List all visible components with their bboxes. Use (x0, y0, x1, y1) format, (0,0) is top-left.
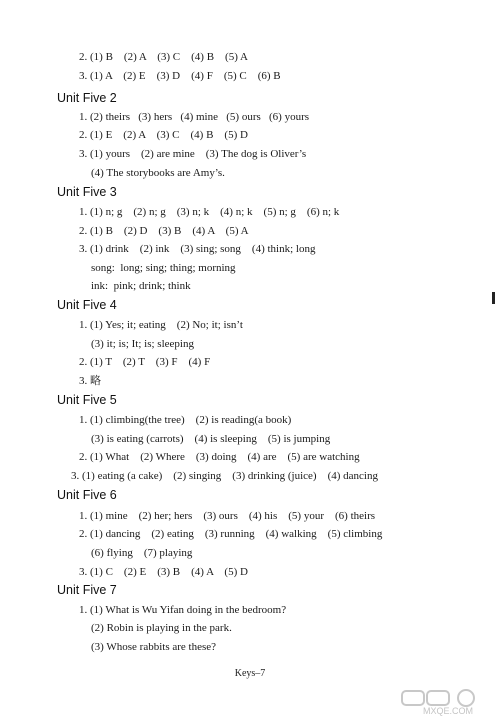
unit-heading: Unit Five 2 (57, 91, 117, 105)
unit-heading: Unit Five 7 (57, 583, 117, 597)
watermark-logo (400, 688, 496, 716)
scan-edge-mark (492, 292, 495, 304)
answer-line: (4) The storybooks are Amy’s. (91, 167, 225, 179)
answer-line: (3) is eating (carrots) (4) is sleeping (5) is jumping (91, 433, 331, 445)
answer-line: (3) Whose rabbits are these? (91, 641, 217, 653)
answer-line: (6) flying (7) playing (91, 547, 193, 559)
answer-line: 1. (1) climbing(the tree) (2) is reading(a book) (79, 414, 292, 426)
answer-line: ink: pink; drink; think (91, 280, 191, 292)
answer-line: 2. (1) T (2) T (3) F (4) F (79, 356, 211, 368)
answer-line: 3. (1) yours (2) are mine (3) The dog is Oliver’s (79, 148, 307, 160)
unit-heading: Unit Five 6 (57, 488, 117, 502)
answer-line: 3. 略 (79, 375, 101, 387)
answer-line: 1. (1) Yes; it; eating (2) No; it; isn’t (79, 319, 243, 331)
unit-heading: Unit Five 3 (57, 185, 117, 199)
page-footer: Keys–7 (234, 668, 266, 679)
answer-line: 2. (1) What (2) Where (3) doing (4) are (5) are watching (79, 451, 360, 463)
answer-line: 2. (1) dancing (2) eating (3) running (4) walking (5) climbing (79, 528, 383, 540)
unit-heading: Unit Five 5 (57, 393, 117, 407)
answer-line: song: long; sing; thing; morning (91, 262, 236, 274)
answer-line: 3. (1) C (2) E (3) B (4) A (5) D (79, 566, 248, 578)
answer-line: 2. (1) B (2) D (3) B (4) A (5) A (79, 225, 249, 237)
answer-line: 3. (1) drink (2) ink (3) sing; song (4) think; long (79, 243, 316, 255)
answer-line: 1. (1) What is Wu Yifan doing in the bedroom? (79, 604, 287, 616)
answer-line: 3. (1) A (2) E (3) D (4) F (5) C (6) B (79, 70, 281, 82)
watermark-text: MXQE.COM (422, 706, 474, 716)
answer-line: 3. (1) eating (a cake) (2) singing (3) drinking (juice) (4) dancing (71, 470, 378, 482)
answer-line: 2. (1) E (2) A (3) C (4) B (5) D (79, 129, 248, 141)
answer-line: 1. (1) n; g (2) n; g (3) n; k (4) n; k (5) n; g (6) n; k (79, 206, 340, 218)
answer-line: 2. (1) B (2) A (3) C (4) B (5) A (79, 51, 248, 63)
unit-heading: Unit Five 4 (57, 298, 117, 312)
answer-line: 1. (1) mine (2) her; hers (3) ours (4) his (5) your (6) theirs (79, 510, 376, 522)
answer-line: 1. (2) theirs (3) hers (4) mine (5) ours (6) yours (79, 111, 310, 123)
answer-line: (3) it; is; It; is; sleeping (91, 338, 194, 350)
answer-line: (2) Robin is playing in the park. (91, 622, 232, 634)
